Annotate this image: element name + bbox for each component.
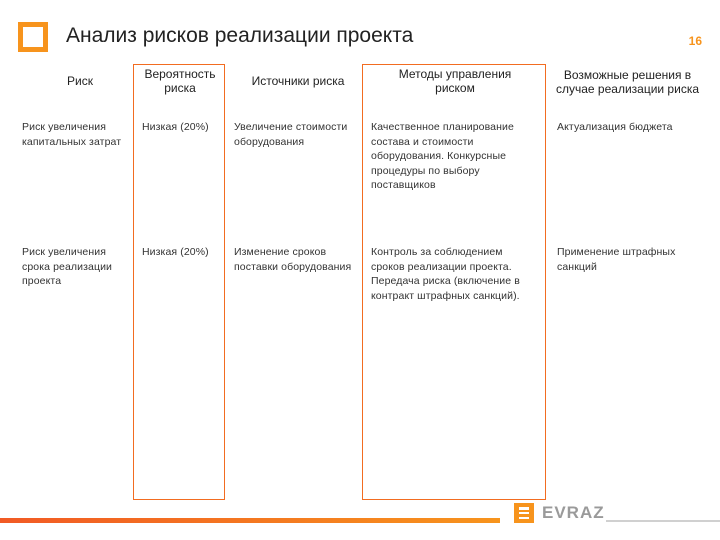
footer-divider — [606, 520, 720, 522]
row1-solutions: Актуализация бюджета — [557, 121, 673, 133]
slide-title: Анализ рисков реализации проекта — [66, 24, 414, 47]
header-methods: Методы управления риском — [398, 67, 512, 95]
header-risk: Риск — [67, 74, 93, 88]
header-probability: Вероятность риска — [144, 67, 216, 95]
row2-source: Изменение сроков поставки оборудования — [234, 246, 352, 273]
row1-source: Увеличение стоимости оборудования — [234, 121, 348, 148]
row2-methods: Контроль за соблюдением сроков реализации проекта. Передача риска (включение в контракт штрафных санкций). — [371, 246, 520, 302]
row1-probability: Низкая (20%) — [142, 121, 209, 133]
header-source: Источники риска — [251, 74, 345, 88]
evraz-logo-icon — [514, 503, 534, 523]
slide-marker-icon — [18, 22, 48, 52]
row2-probability: Низкая (20%) — [142, 246, 209, 258]
header-solutions: Возможные решения в случае реализации риска — [555, 68, 699, 96]
row1-risk: Риск увеличения капитальных затрат — [22, 121, 122, 148]
page-number: 16 — [688, 34, 702, 48]
row1-methods: Качественное планирование состава и стоимости оборудования. Конкурсные процедуры по выбору поставщиков — [371, 121, 514, 191]
row2-risk: Риск увеличения срока реализации проекта — [22, 246, 113, 287]
footer-accent-bar — [0, 518, 500, 523]
brand-logo-text: EVRAZ — [542, 503, 605, 522]
row2-solutions: Применение штрафных санкций — [557, 246, 676, 273]
